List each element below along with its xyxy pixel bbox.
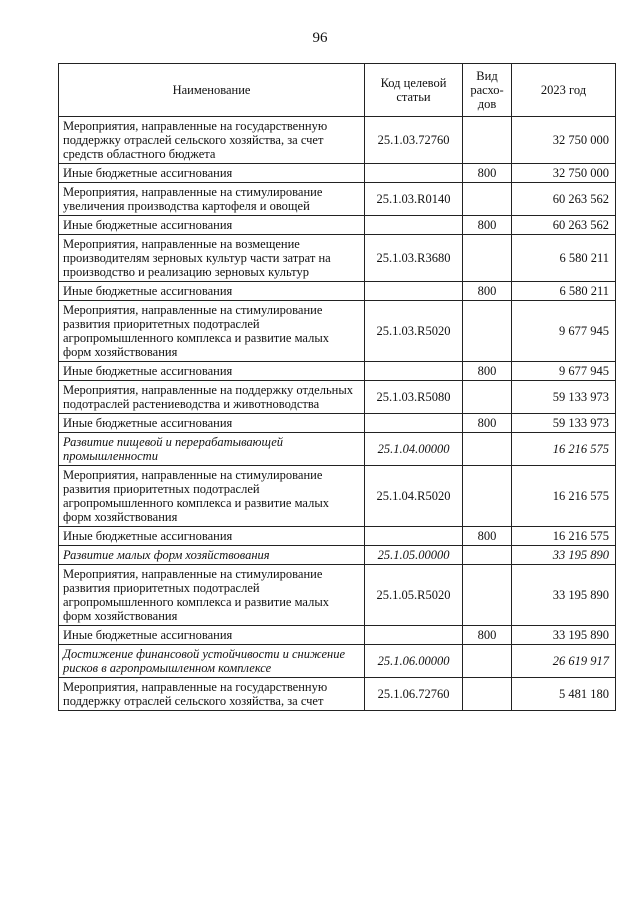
row-kind [463, 381, 512, 414]
row-name: Иные бюджетные ассигнования [59, 282, 365, 301]
row-kind [463, 645, 512, 678]
row-name: Иные бюджетные ассигнования [59, 362, 365, 381]
row-code: 25.1.03.R0140 [365, 183, 463, 216]
row-code: 25.1.05.00000 [365, 546, 463, 565]
row-kind: 800 [463, 216, 512, 235]
row-name: Мероприятия, направленные на стимулирование развития приоритетных подотраслей агропромышленного комплекса и развитие малых форм хозяйствования [59, 301, 365, 362]
row-name: Иные бюджетные ассигнования [59, 626, 365, 645]
row-amount: 60 263 562 [512, 216, 616, 235]
row-amount: 16 216 575 [512, 466, 616, 527]
row-amount: 32 750 000 [512, 164, 616, 183]
row-amount: 59 133 973 [512, 414, 616, 433]
budget-table [58, 63, 616, 711]
row-code: 25.1.06.00000 [365, 645, 463, 678]
row-kind [463, 433, 512, 466]
row-name: Иные бюджетные ассигнования [59, 216, 365, 235]
row-kind: 800 [463, 527, 512, 546]
row-code: 25.1.03.R3680 [365, 235, 463, 282]
table-row [59, 433, 616, 466]
row-name: Мероприятия, направленные на государственную поддержку отраслей сельского хозяйства, за счет [59, 678, 365, 711]
row-name: Мероприятия, направленные на стимулирование увеличения производства картофеля и овощей [59, 183, 365, 216]
table-row [59, 527, 616, 546]
table-row [59, 381, 616, 414]
header-year: 2023 год [512, 64, 616, 117]
row-name: Иные бюджетные ассигнования [59, 164, 365, 183]
table-row [59, 235, 616, 282]
row-code [365, 626, 463, 645]
row-kind [463, 678, 512, 711]
row-kind [463, 565, 512, 626]
row-name: Мероприятия, направленные на поддержку отдельных подотраслей растениеводства и животноводства [59, 381, 365, 414]
row-code: 25.1.04.R5020 [365, 466, 463, 527]
table-row [59, 282, 616, 301]
table-row [59, 183, 616, 216]
row-amount: 33 195 890 [512, 546, 616, 565]
table-row [59, 678, 616, 711]
row-code [365, 164, 463, 183]
row-name: Достижение финансовой устойчивости и снижение рисков в агропромышленном комплексе [59, 645, 365, 678]
row-amount: 26 619 917 [512, 645, 616, 678]
row-kind [463, 117, 512, 164]
table-row [59, 216, 616, 235]
row-name: Развитие малых форм хозяйствования [59, 546, 365, 565]
row-kind [463, 546, 512, 565]
row-amount: 33 195 890 [512, 626, 616, 645]
row-kind: 800 [463, 414, 512, 433]
row-kind: 800 [463, 164, 512, 183]
row-code [365, 414, 463, 433]
row-code [365, 362, 463, 381]
row-code [365, 282, 463, 301]
table-row [59, 164, 616, 183]
row-code: 25.1.04.00000 [365, 433, 463, 466]
row-kind: 800 [463, 282, 512, 301]
row-name: Мероприятия, направленные на государственную поддержку отраслей сельского хозяйства, за счет средств областного бюджета [59, 117, 365, 164]
row-kind: 800 [463, 362, 512, 381]
row-code [365, 216, 463, 235]
row-code: 25.1.06.72760 [365, 678, 463, 711]
row-code: 25.1.03.R5080 [365, 381, 463, 414]
row-amount: 6 580 211 [512, 282, 616, 301]
row-name: Мероприятия, направленные на возмещение производителям зерновых культур части затрат на производство и реализацию зерновых культур [59, 235, 365, 282]
row-amount: 16 216 575 [512, 433, 616, 466]
table-row [59, 645, 616, 678]
row-name: Иные бюджетные ассигнования [59, 414, 365, 433]
row-amount: 33 195 890 [512, 565, 616, 626]
row-amount: 16 216 575 [512, 527, 616, 546]
row-code: 25.1.03.72760 [365, 117, 463, 164]
row-kind [463, 235, 512, 282]
row-code: 25.1.05.R5020 [365, 565, 463, 626]
header-code: Код целевой статьи [365, 64, 463, 117]
row-amount: 5 481 180 [512, 678, 616, 711]
row-amount: 59 133 973 [512, 381, 616, 414]
row-kind: 800 [463, 626, 512, 645]
row-amount: 6 580 211 [512, 235, 616, 282]
table-row [59, 546, 616, 565]
page-number: 96 [312, 30, 328, 46]
table-header-row [59, 64, 616, 117]
table-row [59, 117, 616, 164]
table-row [59, 626, 616, 645]
row-kind [463, 301, 512, 362]
row-name: Иные бюджетные ассигнования [59, 527, 365, 546]
table-row [59, 466, 616, 527]
row-code [365, 527, 463, 546]
row-name: Развитие пищевой и перерабатывающей промышленности [59, 433, 365, 466]
row-amount: 9 677 945 [512, 301, 616, 362]
table-row [59, 301, 616, 362]
table-row [59, 414, 616, 433]
row-amount: 60 263 562 [512, 183, 616, 216]
row-amount: 9 677 945 [512, 362, 616, 381]
header-name: Наименование [59, 64, 365, 117]
header-kind: Вид расхо-дов [463, 64, 512, 117]
row-kind [463, 466, 512, 527]
row-amount: 32 750 000 [512, 117, 616, 164]
table-row [59, 362, 616, 381]
row-name: Мероприятия, направленные на стимулирование развития приоритетных подотраслей агропромышленного комплекса и развитие малых форм хозяйствования [59, 466, 365, 527]
table-body [59, 117, 616, 711]
row-code: 25.1.03.R5020 [365, 301, 463, 362]
row-name: Мероприятия, направленные на стимулирование развития приоритетных подотраслей агропромышленного комплекса и развитие малых форм хозяйствования [59, 565, 365, 626]
table-row [59, 565, 616, 626]
row-kind [463, 183, 512, 216]
